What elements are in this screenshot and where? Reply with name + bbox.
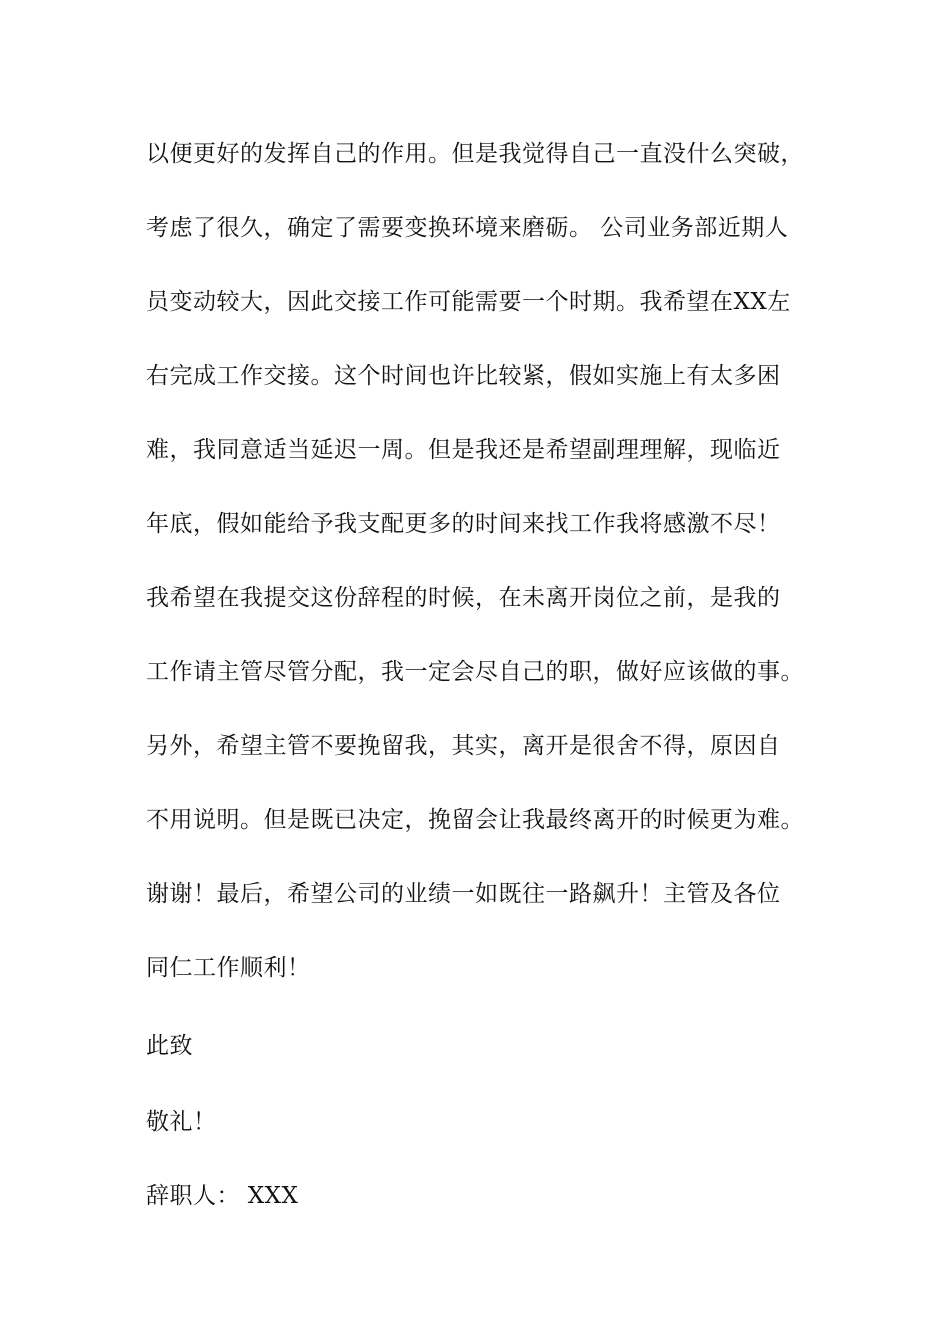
salutation-text: 敬礼！ [146,1109,217,1135]
body-line-2: 考虑了很久，确定了需要变换环境来磨砺。 公司业务部近期人 [146,215,789,241]
body-line-1: 以便更好的发挥自己的作用。但是我觉得自己一直没什么突破， [146,141,804,167]
signature-text: 辞职人： XXX [146,1183,299,1209]
body-line-5: 难，我同意适当延迟一周。但是我还是希望副理理解，现临近 [146,437,781,463]
body-line-8: 工作请主管尽管分配，我一定会尽自己的职，做好应该做的事。 [146,659,804,685]
body-line-9: 另外，希望主管不要挽留我，其实，离开是很舍不得，原因自 [146,733,781,759]
body-line-6: 年底，假如能给予我支配更多的时间来找工作我将感激不尽！ [146,511,781,537]
body-line-10: 不用说明。但是既已决定，挽留会让我最终离开的时候更为难。 [146,807,804,833]
closing-text: 此致 [146,1033,193,1059]
body-line-7: 我希望在我提交这份辞程的时候，在未离开岗位之前，是我的 [146,585,781,611]
body-line-3: 员变动较大，因此交接工作可能需要一个时期。我希望在XX左 [146,289,791,315]
body-line-12: 同仁工作顺利！ [146,955,311,981]
body-line-11: 谢谢！最后，希望公司的业绩一如既往一路飙升！主管及各位 [146,881,781,907]
body-line-4: 右完成工作交接。这个时间也许比较紧，假如实施上有太多困 [146,363,781,389]
